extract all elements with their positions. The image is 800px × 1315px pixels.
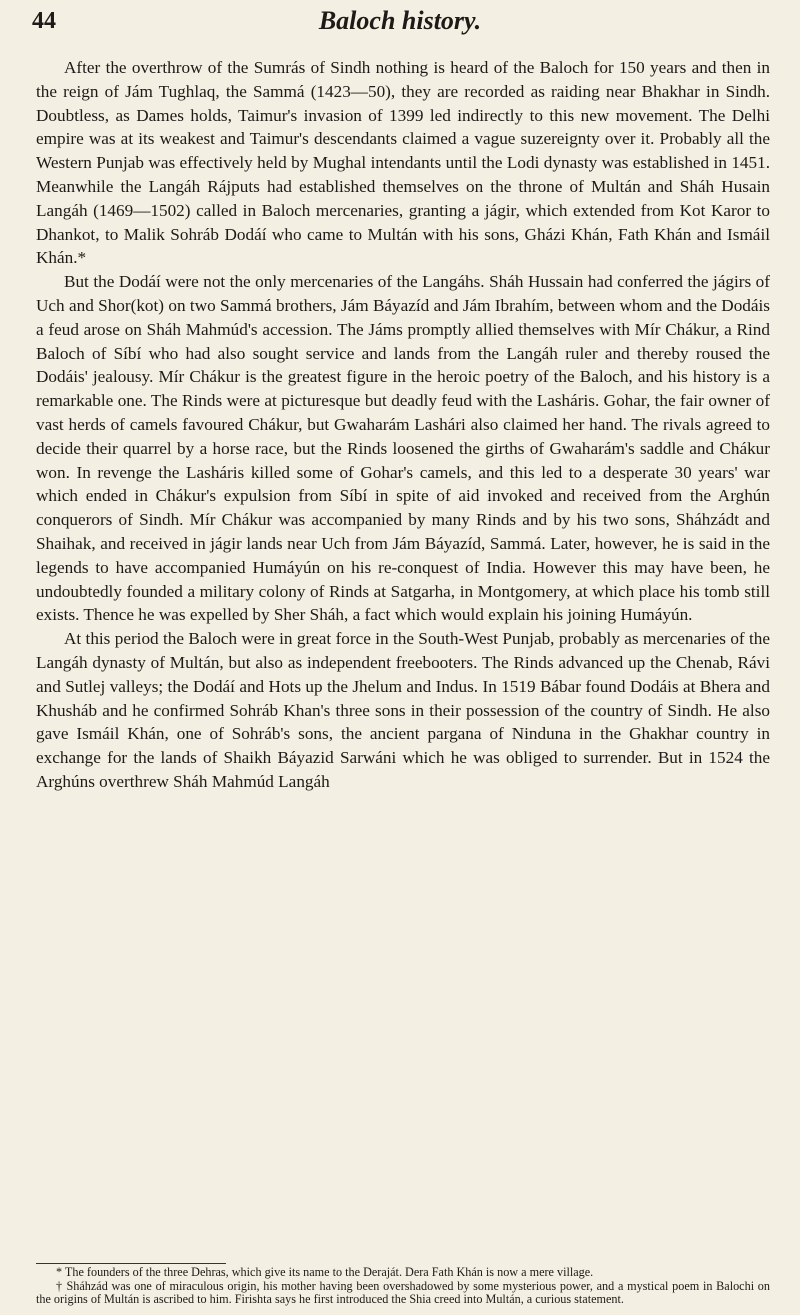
running-head: Baloch history. <box>318 6 482 35</box>
paragraph-dodai-mercenaries: But the Dodáí were not the only mercenaries of the Langáhs. Sháh Hussain had conferred the jágirs of Uch and Shor(kot) on two Sammá brothers, Jám Báyazíd and Jám Ibrahím, between whom and the Dodáis a feud arose on Sháh Mahmúd's accession. The Jáms promptly allied themselves with Mír Chákur, a Rind Baloch of Síbí who had also sought service and lands from the Langáh ruler and thereby roused the Dodáis' jealousy. Mír Chákur is the greatest figure in the heroic poetry of the Baloch, and his history is a remarkable one. The Rinds were at picturesque but deadly feud with the Lasháris. Gohar, the fair owner of vast herds of camels favoured Chákur, but Gwaharám Lashári also claimed her hand. The rivals agreed to decide their quarrel by a horse race, but the Rinds loosened the girths of Gwaharám's saddle and Chákur won. In revenge the Lasháris killed some of Gohar's camels, and this led to a desperate 30 years' war which ended in Chákur's expulsion from Síbí in spite of aid invoked and received from the Arghún conquerors of Sindh. Mír Chákur was accompanied by many Rinds and by his two sons, Sháhzádt and Shaihak, and received in jágir lands near Uch from Jám Báyazíd, Sammá. Later, however, he is said in the legends to have accompanied Humáyún on his re-conquest of India. However this may have been, he undoubtedly founded a military colony of Rinds at Satgarha, in Montgomery, at which place his tomb still exists. Thence he was expelled by Sher Sháh, a fact which would explain his joining Humáyún. <box>36 272 770 625</box>
paragraph-sumra-overthrow: After the overthrow of the Sumrás of Sindh nothing is heard of the Baloch for 150 years and then in the reign of Jám Tughlaq, the Sammá (1423—50), they are recorded as raiding near Bhakhar in Sindh. Doubtless, as Dames holds, Taimur's invasion of 1399 led indirectly to this new movement. The Delhi empire was at its weakest and Taimur's descendants claimed a vague suzereignty over it. Probably all the Western Punjab was effectively held by Mughal intendants until the Lodi dynasty was established in 1451. Meanwhile the Langáh Rájputs had established themselves on the throne of Multán and Sháh Husain Langáh (1469—1502) called in Baloch mercenaries, granting a jágir, which extended from Kot Karor to Dhankot, to Malik Sohráb Dodáí who came to Multán with his sons, Gházi Khán, Fath Khán and Ismáil Khán.* <box>36 58 770 268</box>
page-number: 44 <box>32 8 56 34</box>
footnotes <box>36 1266 770 1307</box>
footnote-dehras: * The founders of the three Dehras, which give its name to the Deraját. Dera Fath Khán is now a mere village. <box>56 1265 594 1279</box>
paragraph-baloch-punjab: At this period the Baloch were in great force in the South-West Punjab, probably as mercenaries of the Langáh dynasty of Multán, but also as independent freebooters. The Rinds advanced up the Chenab, Rávi and Sutlej valleys; the Dodáí and Hots up the Jhelum and Indus. In 1519 Bábar found Dodáis at Bhera and Khusháb and he confirmed Sohráb Khan's three sons in their possession of the country of Sindh. He also gave Ismáil Khán, one of Sohráb's sons, the ancient pargana of Ninduna in the Ghakhar country in exchange for the lands of Shaikh Báyazid Sarwáni which he was obliged to surrender. But in 1524 the Arghúns overthrew Sháh Mahmúd Langáh <box>36 629 770 791</box>
footnote-divider <box>36 1263 226 1264</box>
footnote-shahzad: † Sháhzád was one of miraculous origin, his mother having been overshadowed by some mysterious power, and a mystical poem in Balochi on the origins of Multán is ascribed to him. Firishta says he first introduced the Shia creed into Multán, a curious statement. <box>36 1278 770 1307</box>
page-header <box>32 6 768 40</box>
main-text <box>36 56 770 794</box>
